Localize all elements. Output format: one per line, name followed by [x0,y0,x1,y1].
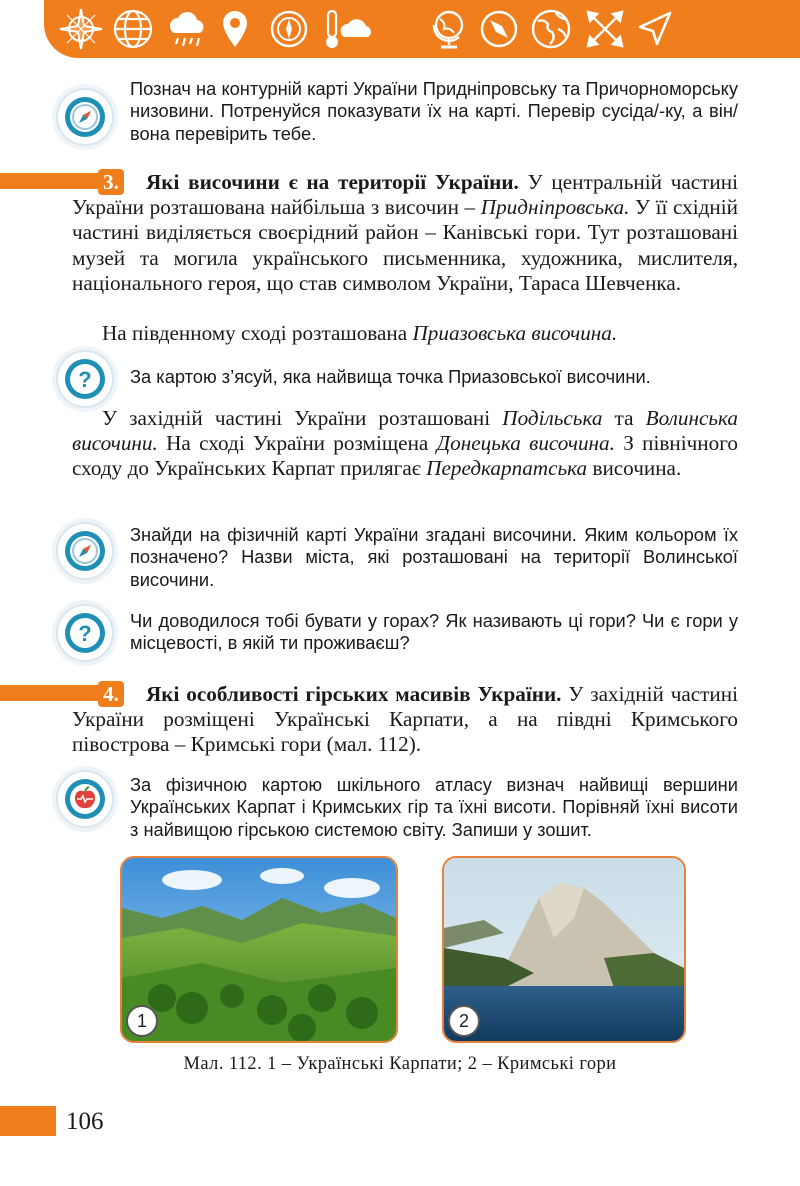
italic-term: Придніпровська. [480,195,630,220]
task-mountains-visited [0,604,800,664]
apple-badge-icon [56,770,114,828]
text-run: У західній частині України розташовані [102,406,503,430]
section-4-heading: Які особливості гірських масивів України. [146,682,562,706]
task-azov-highest-point [0,350,800,406]
section-number: 3. [98,169,124,195]
task-text: За картою з’ясуй, яка найвища точка Приазовської височини. [130,366,651,387]
map-pin-icon [212,7,258,51]
photo-number: 1 [126,1005,158,1037]
compass-dial-icon [266,7,312,51]
text-run: У центральній частині України розташована найбільша з височин – [72,170,738,220]
question-badge-icon [56,604,114,662]
text-run: та [602,406,646,430]
desk-globe-icon [426,7,472,51]
section-3-paragraph-3 [72,406,738,482]
task-text: Знайди на фізичній карті України згадані височини. Яким кольором їх позначено? Назви міста, які розташовані на території Волинської височини. [130,524,738,590]
photo-crimean-mountains [442,856,686,1043]
task-text: Чи доводилося тобі бувати у горах? Як називають ці гори? Чи є гори у місцевості, в якій ти проживаєш? [130,610,738,654]
italic-term: Передкарпатська [426,456,588,481]
globe-grid-icon [110,7,156,51]
compass-badge-icon [56,88,114,146]
task-map-lowlands [0,78,800,150]
section-3-paragraph-2 [72,321,738,346]
section-number: 4. [98,681,124,707]
task-text: За фізичною картою шкільного атласу визнач найвищі вершини Українських Карпат і Кримських гір та їхні висоти. Порівняй їхні висоти з найвищою гірською системою світу. Запиши у зошит. [130,774,738,840]
text-run: У її східній частині виділяється своєрідний район – Канівські гори. Тут розташовані музей та могила українського письменника, художника, мислителя, національного героя, що став символом України, Тараса Шевченка. [72,195,738,295]
task-text: Познач на контурній карті України Придніпровську та Причорноморську низовини. Потренуйся показувати їх на карті. Перевір сусіда/-ку, а він/вона перевірить тебе. [130,78,738,144]
page-number: 106 [66,1108,104,1135]
text-run: З північного сходу до Українських Карпат прилягає [72,431,738,481]
section-3-paragraph [72,170,738,296]
task-find-uplands [0,522,800,592]
cursor-arrow-icon [632,7,678,51]
italic-term: Волинська височини. [72,406,738,456]
world-globe-icon [528,7,574,51]
text-run: На сході України розміщена [157,431,437,456]
section-4-paragraph [72,682,738,758]
compass-needle-icon [476,7,522,51]
svg-text:?: ? [78,367,92,392]
text-run: височина. [587,456,682,481]
page-number-bar [0,1106,56,1136]
section-3-heading: Які височини є на території України. [146,170,519,194]
compass-badge-icon [56,522,114,580]
rain-cloud-icon [164,7,210,51]
photo-number: 2 [448,1005,480,1037]
text-run: У західній частині України розміщені Українські Карпати, а на півдні Кримського півострова – Кримські гори (мал. 112). [72,682,738,757]
italic-term: Приазовська височина. [412,321,618,345]
directions-arrows-icon [582,7,628,51]
photo-carpathians [120,856,398,1043]
text-run: На південному сході розташована [102,321,413,345]
figure-caption: Мал. 112. 1 – Українські Карпати; 2 – Кримські гори [183,1054,617,1074]
question-badge-icon [56,350,114,408]
compass-rose-icon [58,7,104,51]
thermometer-cloud-icon [320,7,380,51]
task-highest-peaks [0,770,800,840]
italic-term: Подільська [502,406,603,430]
top-banner [44,0,800,58]
italic-term: Донецька височина. [436,431,615,456]
svg-text:?: ? [78,621,92,646]
